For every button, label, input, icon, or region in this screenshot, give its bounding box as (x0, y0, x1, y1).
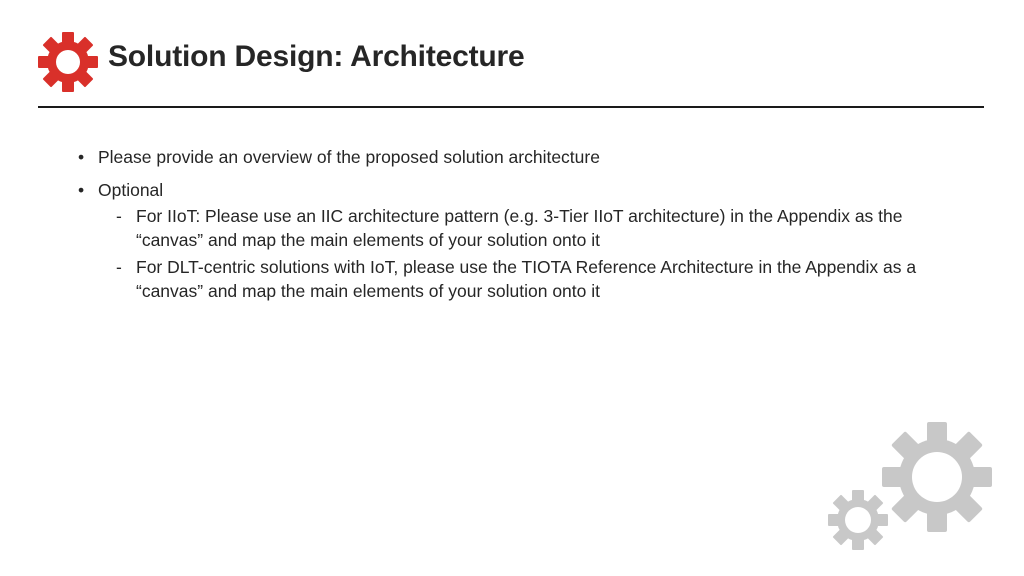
bullet-marker: • (78, 180, 85, 200)
page-title: Solution Design: Architecture (108, 40, 525, 73)
sub-bullet-text: For DLT-centric solutions with IoT, please use the TIOTA Reference Architecture in the Appendix as a “canvas” and map the main elements of your solution onto it (136, 257, 917, 301)
bullet-item (76, 146, 956, 169)
sub-bullet-item (76, 256, 956, 303)
sub-bullet-marker: - (116, 206, 122, 226)
bullet-list (76, 146, 956, 307)
gear-icon-large (880, 420, 994, 534)
sub-bullet-marker: - (116, 257, 122, 277)
bullet-marker: • (78, 147, 85, 167)
gear-icon-small (826, 488, 890, 552)
bullet-text: Please provide an overview of the proposed solution architecture (98, 147, 600, 167)
sub-bullet-text: For IIoT: Please use an IIC architecture pattern (e.g. 3-Tier IIoT architecture) in the Appendix as the “canvas” and map the main elements of your solution onto it (136, 206, 903, 250)
bullet-item (76, 179, 956, 202)
sub-bullet-item (76, 205, 956, 252)
gear-icon (36, 30, 100, 94)
bullet-text: Optional (98, 180, 164, 200)
title-divider (38, 106, 984, 108)
